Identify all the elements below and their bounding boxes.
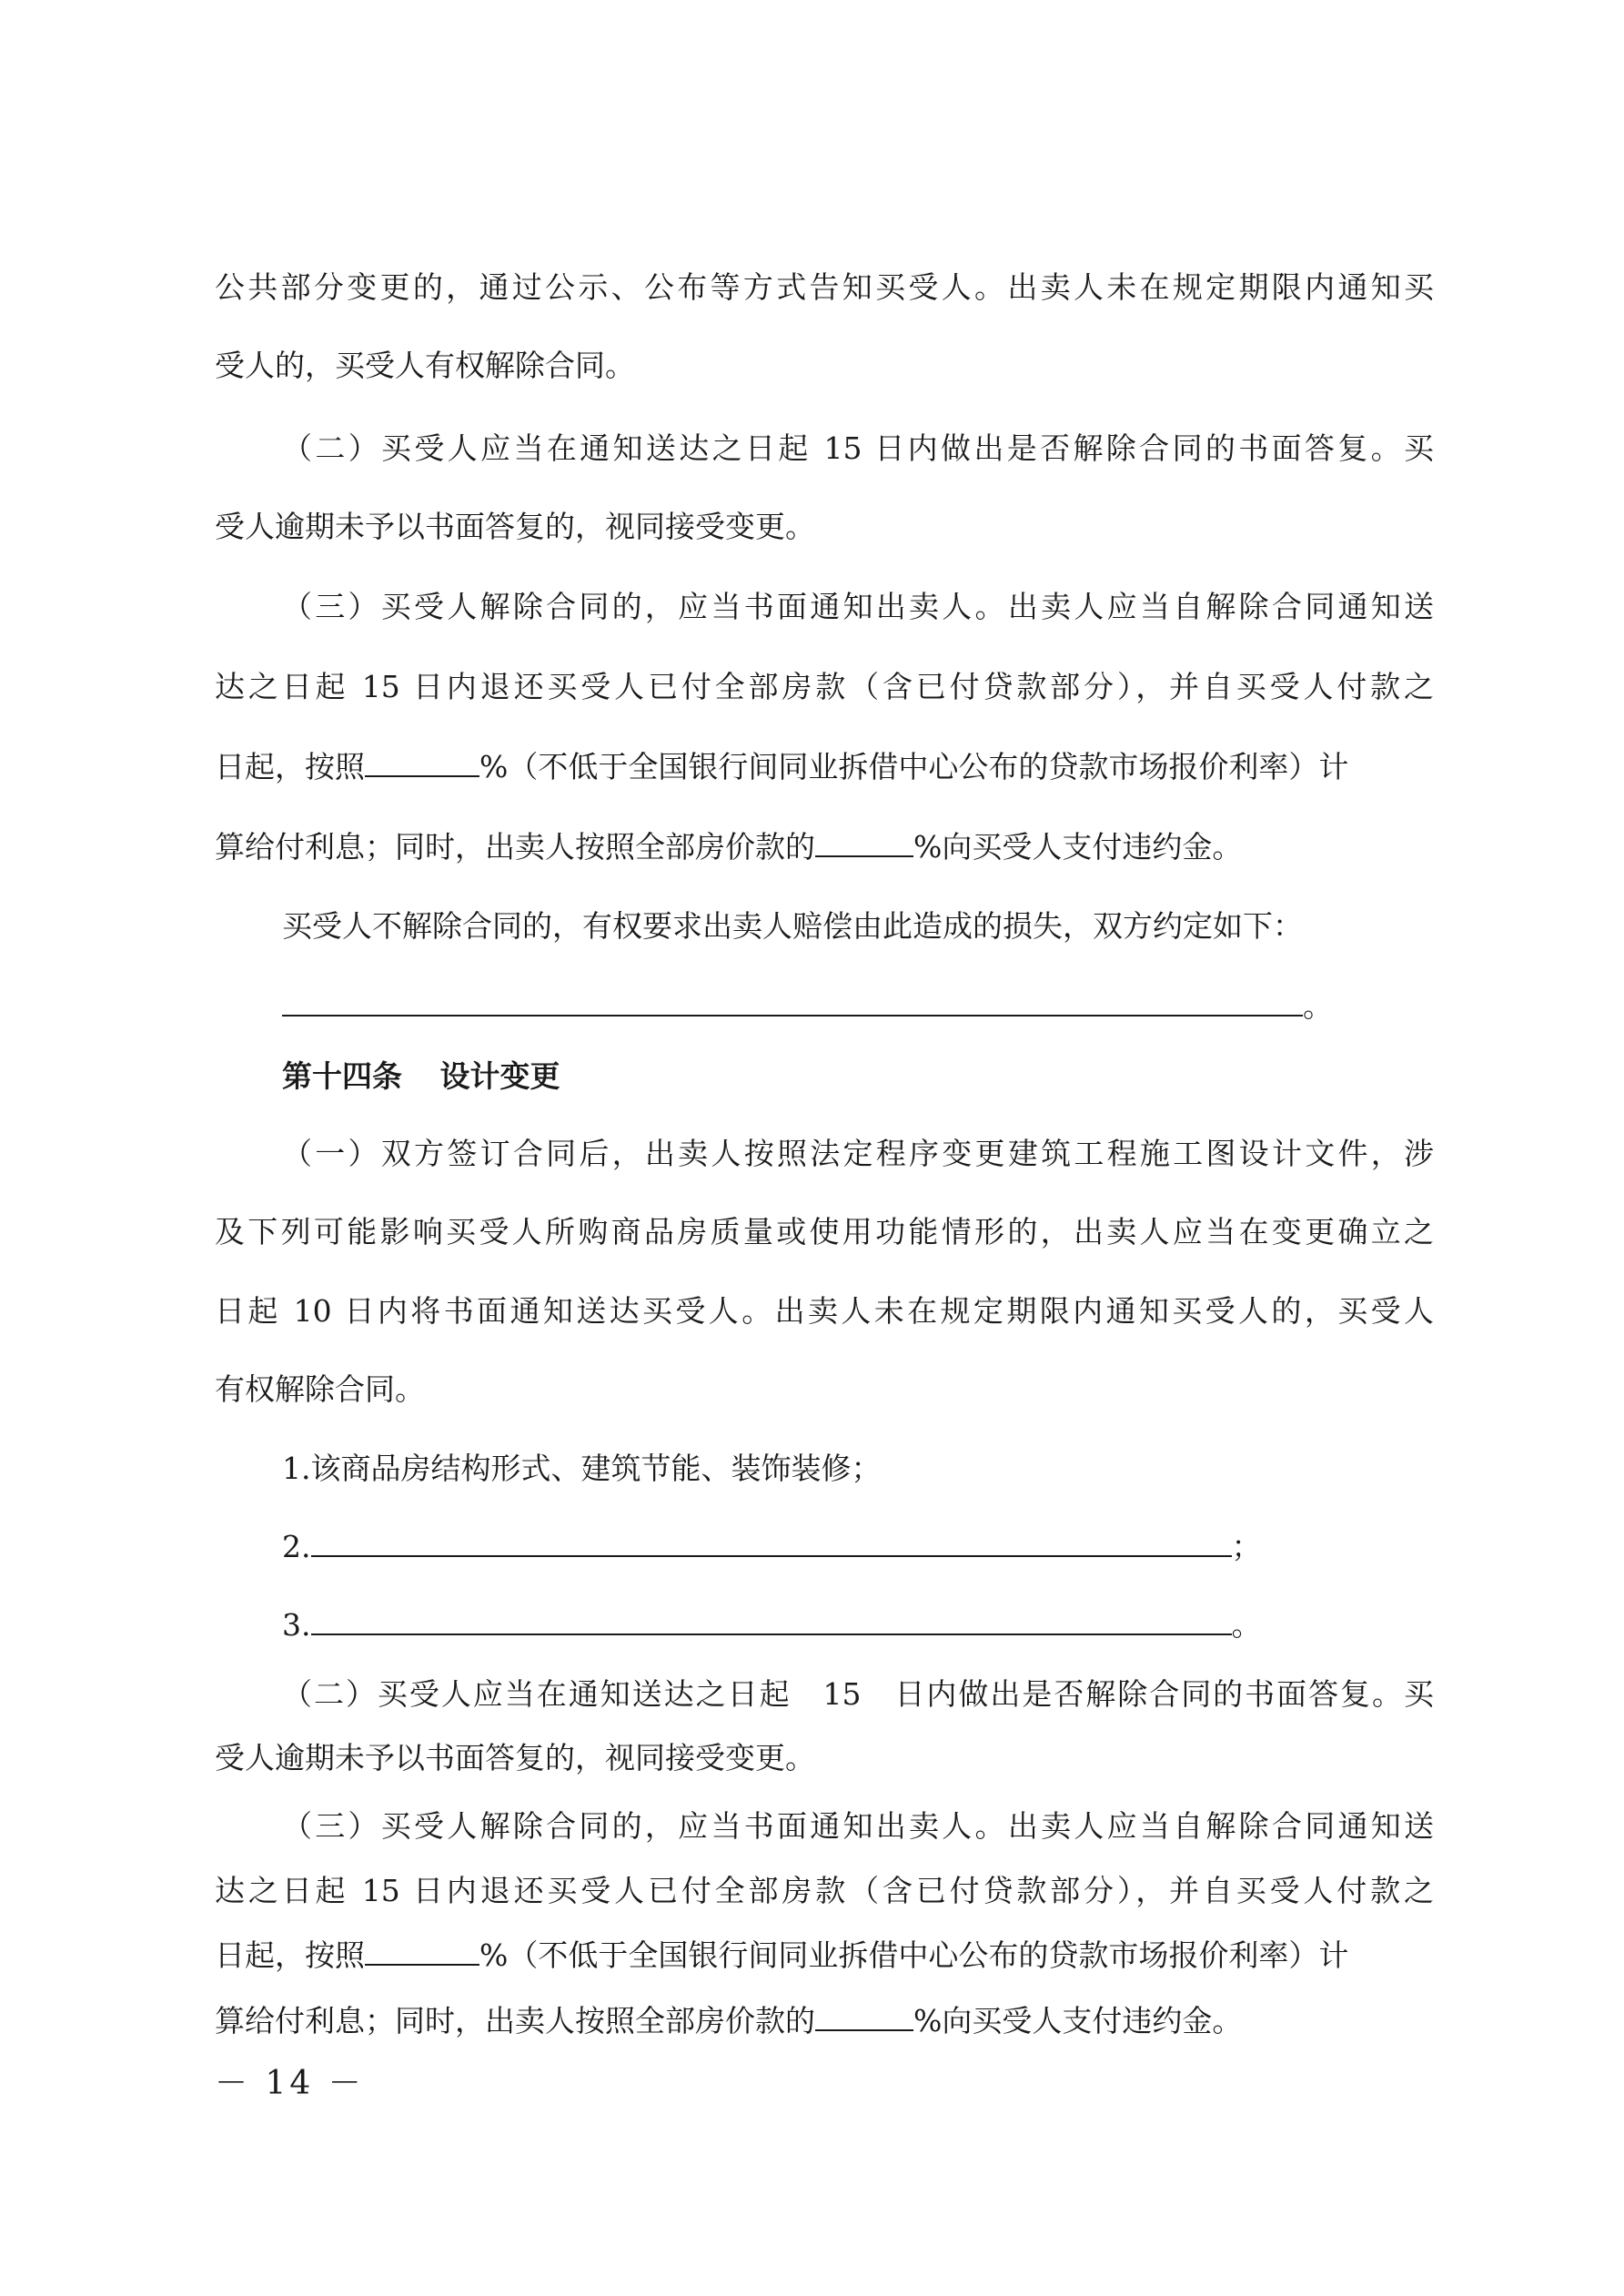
fill-in-blank-item-3[interactable]	[311, 1606, 1232, 1635]
fill-in-blank-penalty-2[interactable]	[815, 2002, 913, 2031]
paragraph-line: 有权解除合同。	[215, 1371, 425, 1407]
list-number: 2.	[282, 1529, 311, 1564]
paragraph-line: （一）双方签订合同后，出卖人按照法定程序变更建筑工程施工图设计文件，涉	[282, 1136, 1434, 1171]
paragraph-line-with-blank	[215, 1936, 1434, 1976]
text-segment: 算给付利息；同时，出卖人按照全部房价款的	[215, 829, 815, 865]
text-segment: %（不低于全国银行间同业拆借中心公布的贷款市场报价利率）计	[479, 749, 1349, 784]
text-segment: 算给付利息；同时，出卖人按照全部房价款的	[215, 2003, 815, 2038]
paragraph-line: 达之日起 15 日内退还买受人已付全部房款（含已付贷款部分），并自买受人付款之	[215, 1873, 1434, 1908]
heading-number: 第十四条	[282, 1058, 402, 1094]
paragraph-line-with-blank	[215, 747, 1434, 787]
paragraph-line: 受人逾期未予以书面答复的，视同接受变更。	[215, 509, 815, 544]
paragraph-line-with-blank	[215, 827, 1434, 867]
fill-in-blank-rate[interactable]	[365, 748, 479, 777]
fill-in-blank-rate-2[interactable]	[365, 1937, 479, 1966]
text-segment: 日起，按照	[215, 749, 365, 784]
paragraph-line: （三）买受人解除合同的，应当书面通知出卖人。出卖人应当自解除合同通知送	[282, 589, 1434, 624]
fill-in-blank-penalty[interactable]	[815, 828, 913, 857]
fill-in-blank-agreement[interactable]	[282, 987, 1303, 1017]
paragraph-line: （二）买受人应当在通知送达之日起 15 日内做出是否解除合同的书面答复。买	[282, 430, 1434, 466]
paragraph-line: 受人的，买受人有权解除合同。	[215, 348, 635, 383]
paragraph-line: 公共部分变更的，通过公示、公布等方式告知买受人。出卖人未在规定期限内通知买	[215, 269, 1434, 305]
text-segment: %向买受人支付违约金。	[913, 829, 1243, 865]
text-segment: ；	[1231, 1529, 1262, 1564]
heading-title: 设计变更	[439, 1058, 560, 1094]
section-heading	[282, 1057, 1501, 1097]
paragraph-line: 买受人不解除合同的，有权要求出卖人赔偿由此造成的损失，双方约定如下：	[282, 908, 1303, 944]
agreement-blank-line	[282, 986, 1434, 1027]
paragraph-line: （二）买受人应当在通知送达之日起 15 日内做出是否解除合同的书面答复。买	[282, 1676, 1434, 1712]
page-number: － 14 －	[215, 2065, 365, 2102]
paragraph-line: 及下列可能影响买受人所购商品房质量或使用功能情形的，出卖人应当在变更确立之	[215, 1214, 1434, 1249]
text-segment: 日起，按照	[215, 1937, 365, 1973]
text-segment: 。	[1231, 1607, 1262, 1643]
text-segment: %（不低于全国银行间同业拆借中心公布的贷款市场报价利率）计	[479, 1937, 1349, 1973]
list-number: 3.	[282, 1607, 311, 1643]
list-item-blank	[282, 1605, 1434, 1645]
fill-in-blank-item-2[interactable]	[311, 1528, 1232, 1557]
paragraph-line: 受人逾期未予以书面答复的，视同接受变更。	[215, 1740, 815, 1775]
text-segment: %向买受人支付违约金。	[913, 2003, 1243, 2038]
list-item: 1.该商品房结构形式、建筑节能、装饰装修；	[282, 1451, 882, 1486]
paragraph-line-with-blank	[215, 2001, 1434, 2041]
paragraph-line: 达之日起 15 日内退还买受人已付全部房款（含已付贷款部分），并自买受人付款之	[215, 669, 1434, 704]
paragraph-line: 日起 10 日内将书面通知送达买受人。出卖人未在规定期限内通知买受人的，买受人	[215, 1293, 1434, 1329]
list-item-blank	[282, 1527, 1434, 1567]
paragraph-line: （三）买受人解除合同的，应当书面通知出卖人。出卖人应当自解除合同通知送	[282, 1808, 1434, 1844]
text-segment: 。	[1303, 988, 1333, 1024]
